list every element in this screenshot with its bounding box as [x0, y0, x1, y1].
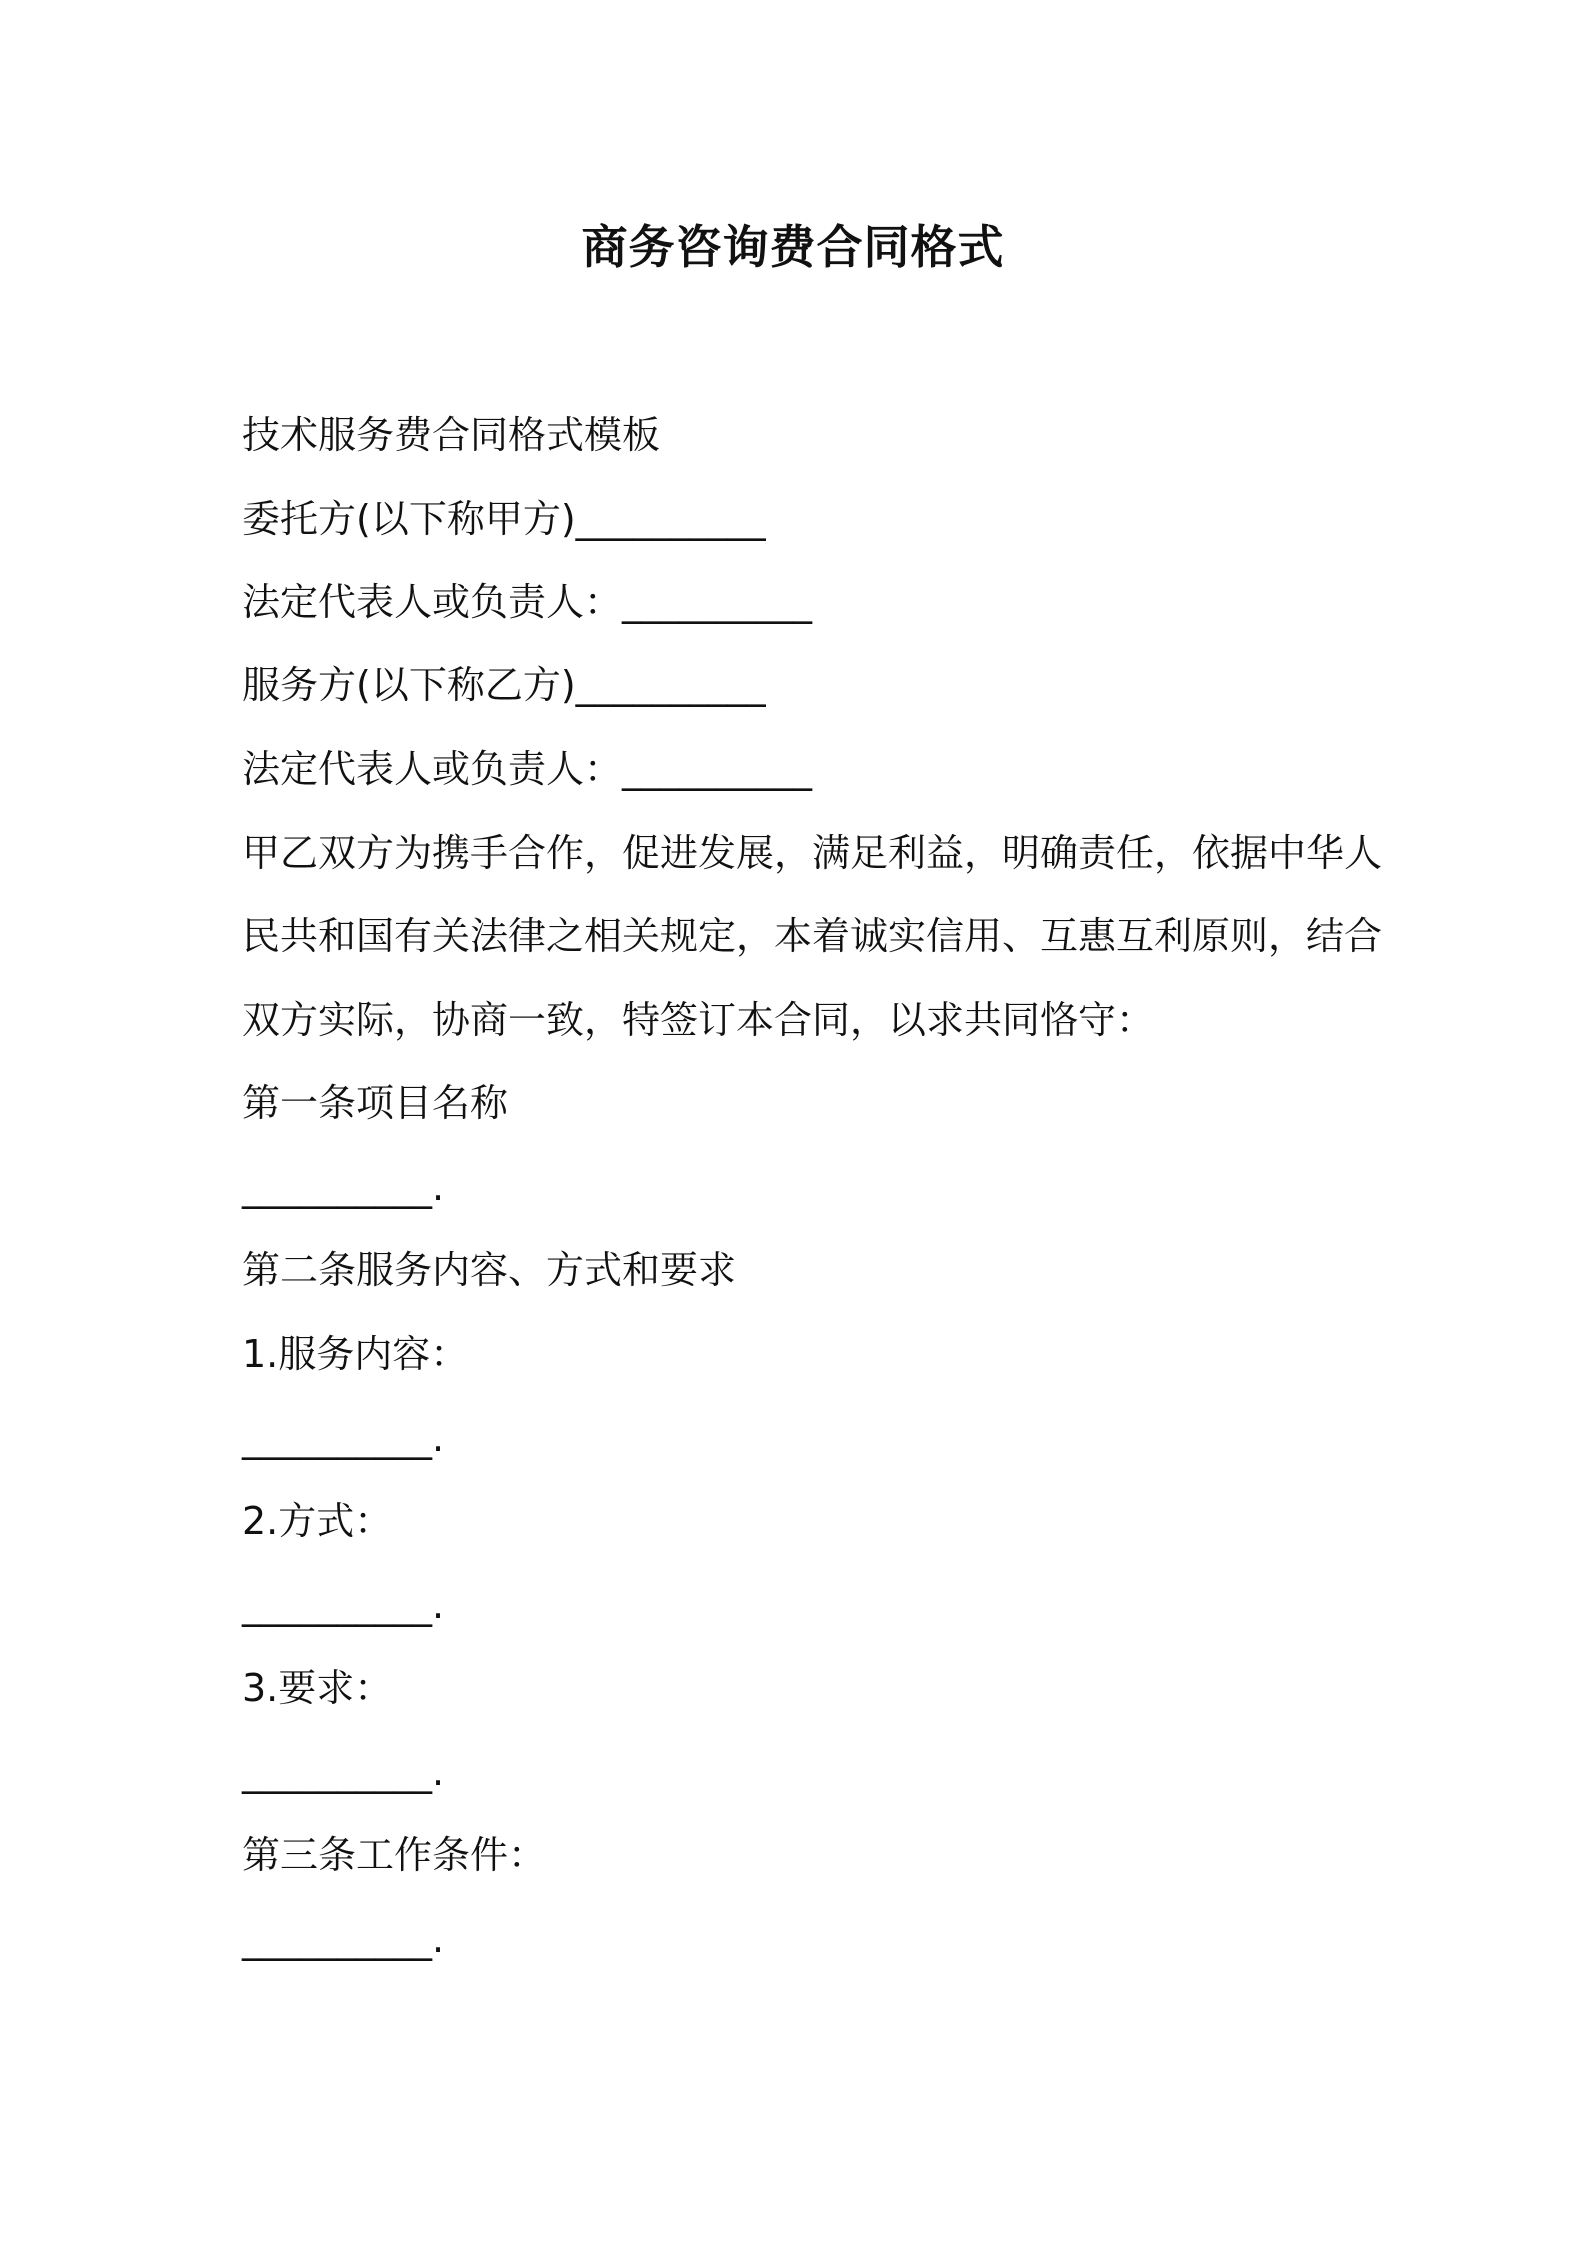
- party-b-line: 服务方(以下称乙方)__________: [242, 663, 766, 707]
- method-label: 2.方式：: [242, 1499, 393, 1543]
- blank-line: __________.: [242, 1583, 445, 1627]
- blank-line: __________.: [242, 1416, 445, 1460]
- party-a-line: 委托方(以下称甲方)__________: [242, 497, 766, 541]
- requirements-label: 3.要求：: [242, 1666, 393, 1710]
- document-title: 商务咨询费合同格式: [581, 220, 1005, 274]
- article-1-heading: 第一条项目名称: [242, 1081, 509, 1125]
- service-content-label: 1.服务内容：: [242, 1332, 469, 1376]
- preamble-line-2: 民共和国有关法律之相关规定，本着诚实信用、互惠互利原则，结合: [242, 914, 1383, 958]
- preamble-line-1: 甲乙双方为携手合作，促进发展，满足利益，明确责任，依据中华人: [242, 831, 1383, 875]
- blank-line: __________.: [242, 1165, 445, 1209]
- preamble-line-3: 双方实际，协商一致，特签订本合同，以求共同恪守：: [242, 998, 1155, 1042]
- article-2-heading: 第二条服务内容、方式和要求: [242, 1248, 737, 1292]
- party-b-representative-line: 法定代表人或负责人：__________: [242, 747, 813, 791]
- blank-line: __________.: [242, 1750, 445, 1794]
- blank-line: __________.: [242, 1917, 445, 1961]
- article-3-heading: 第三条工作条件：: [242, 1833, 547, 1877]
- party-a-representative-line: 法定代表人或负责人：__________: [242, 580, 813, 624]
- subtitle-line: 技术服务费合同格式模板: [242, 413, 661, 457]
